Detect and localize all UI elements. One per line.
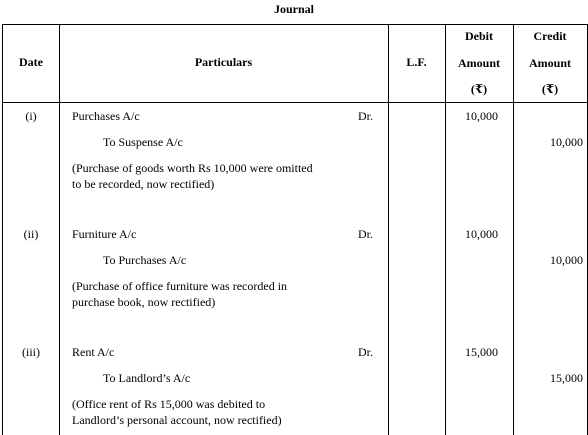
entry-credit-amount: 10,000 (550, 135, 583, 149)
entry-debit-amount: 10,000 (465, 227, 498, 241)
entry-debit-amount: 15,000 (465, 345, 498, 359)
entry-narration (72, 278, 352, 310)
journal-table (2, 24, 588, 435)
header-divider (3, 102, 587, 103)
entry-dr-label: Dr. (358, 345, 373, 359)
narration-line: purchase book, now rectified) (72, 295, 216, 309)
header-particulars: Particulars (194, 55, 253, 69)
narration-line: (Purchase of office furniture was recorded in (72, 279, 288, 293)
narration-line: Landlord’s personal account, now rectified) (72, 413, 282, 427)
entry-date: (i) (25, 109, 37, 123)
header-date: Date (19, 55, 43, 69)
header-debit: Debit (465, 29, 493, 43)
entry-date: (iii) (22, 345, 40, 359)
entry-narration (72, 160, 352, 192)
narration-line: (Purchase of goods worth Rs 10,000 were omitted (72, 161, 313, 175)
col-divider-date (59, 25, 60, 435)
entry-credit-amount: 10,000 (550, 253, 583, 267)
narration-line: (Office rent of Rs 15,000 was debited to (72, 397, 266, 411)
entry-date: (ii) (23, 227, 39, 241)
entry-debit-account: Rent A/c (72, 345, 115, 359)
header-credit: Credit (533, 29, 567, 43)
entry-credit-amount: 15,000 (550, 371, 583, 385)
entry-debit-account: Purchases A/c (72, 109, 140, 123)
header-credit-amount: Amount (528, 56, 571, 70)
header-credit-currency: (₹) (541, 82, 559, 96)
journal-title: Journal (273, 2, 314, 16)
col-divider-particulars (388, 25, 389, 435)
entry-credit-account: To Suspense A/c (103, 135, 183, 149)
header-debit-currency: (₹) (470, 82, 488, 96)
entry-debit-account: Furniture A/c (72, 227, 137, 241)
entry-debit-amount: 10,000 (465, 109, 498, 123)
entry-dr-label: Dr. (358, 227, 373, 241)
entry-credit-account: To Purchases A/c (103, 253, 187, 267)
entry-credit-account: To Landlord’s A/c (103, 371, 191, 385)
header-lf: L.F. (406, 55, 427, 69)
entry-narration (72, 396, 352, 428)
header-debit-amount: Amount (457, 56, 500, 70)
narration-line: to be recorded, now rectified) (72, 177, 215, 191)
entry-dr-label: Dr. (358, 109, 373, 123)
